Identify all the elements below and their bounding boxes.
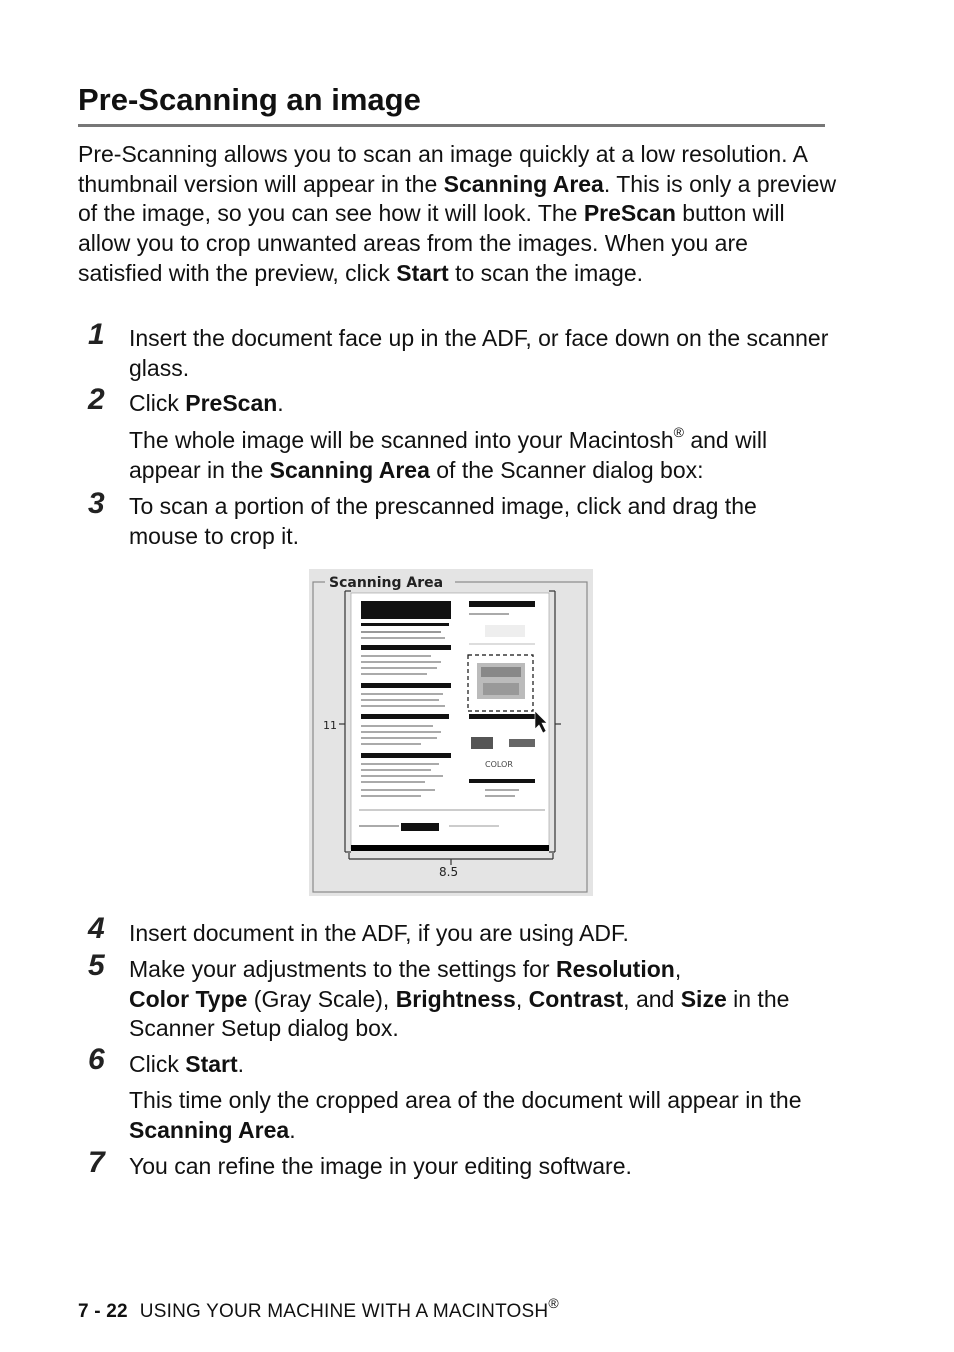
step-number: 5 [88,949,105,982]
page-number: 7 - 22 [78,1301,128,1322]
step-number: 6 [88,1043,105,1076]
step-text: You can refine the image in your editing software. [129,1153,632,1179]
step-text: Insert the document face up in the ADF, or face down on the scanner glass. [129,325,829,381]
scanning-area-illustration [309,569,593,896]
intro-paragraph: Pre-Scanning allows you to scan an image quickly at a low resolution. A thumbnail version will appear in the Scanning Area. This is only a preview of the image, so you can see how it will look. The PreScan button will allow you to crop unwanted areas from the images. When you are satisfied with the preview, click Start to scan the image. [78,141,837,286]
section-title: USING YOUR MACHINE WITH A MACINTOSH [139,1301,549,1322]
figure-title: Scanning Area [329,575,444,591]
step-number: 7 [88,1146,105,1179]
step-text: Click PreScan. [129,390,284,416]
step-text: To scan a portion of the prescanned image, click and drag the mouse to crop it. [129,493,757,549]
page-footer: 7 - 22 USING YOUR MACHINE WITH A MACINTOSH® [78,1294,559,1322]
page-title: Pre-Scanning an image [78,82,421,117]
step-number: 4 [88,912,105,945]
step-text: Make your adjustments to the settings for Resolution, Color Type (Gray Scale), Brightness, Contrast, and Size in the Scanner Setup dialog box. [129,956,790,1042]
step-text: Insert document in the ADF, if you are using ADF. [129,920,629,946]
color-word: COLOR [485,760,513,769]
step-number: 3 [88,487,105,520]
step-description: This time only the cropped area of the document will appear in the Scanning Area. [129,1087,802,1143]
step-text: Click Start. [129,1051,245,1077]
width-label: 8.5 [439,865,459,879]
title-rule [78,124,825,127]
step-description: The whole image will be scanned into your Macintosh® and will appear in the Scanning Area of the Scanner dialog box: [129,424,768,483]
step-number: 2 [88,383,105,416]
step-number: 1 [88,318,105,351]
scanning-area-figure [309,569,593,896]
height-label: 11 [323,719,337,732]
